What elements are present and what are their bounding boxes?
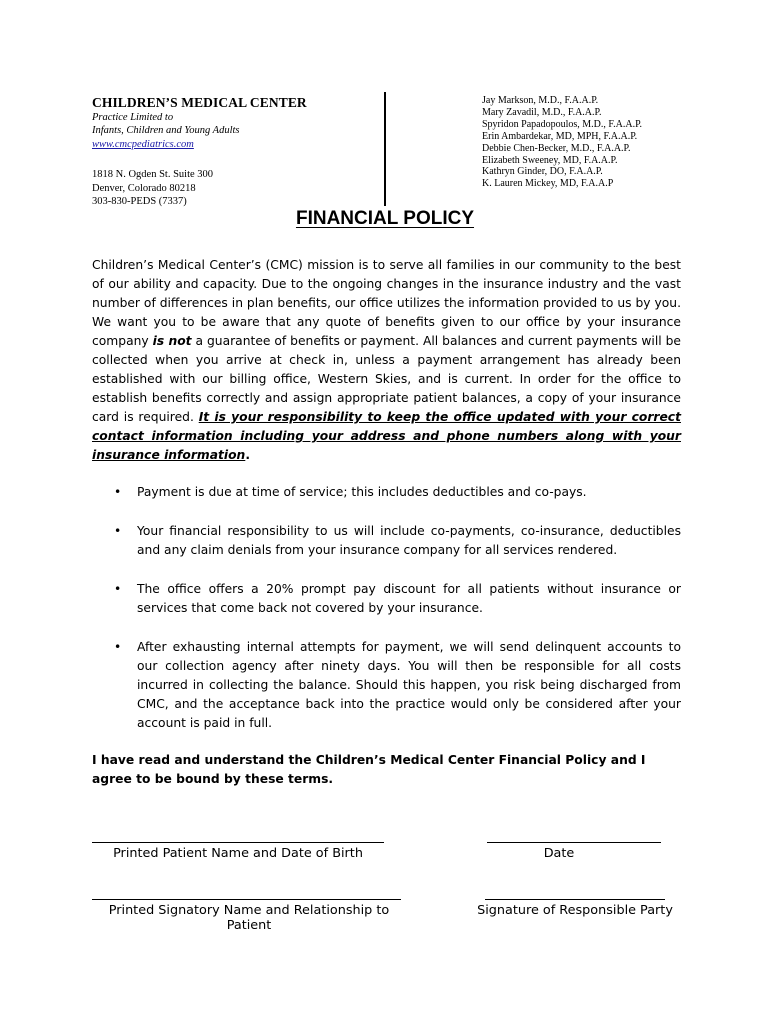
bullet-icon: •	[114, 524, 122, 538]
patient-name-signature-line[interactable]	[92, 842, 384, 843]
website-link[interactable]: www.cmcpediatrics.com	[92, 138, 194, 150]
policy-intro-paragraph: Children’s Medical Center’s (CMC) mission is to serve all families in our community to the best of our ability and capacity. Due to the ongoing changes in the insurance industry and the vast number of differences in plan benefits, our office utilizes the information provided to us by you. We want you to be aware that any quote of benefits given to our office by your insurance company is not a guarantee of benefits or payment. All balances and current payments will be collected when you arrive at check in, unless a payment arrangement has already been established with our billing office, Western Skies, and is current. In order for the office to establish benefits correctly and assign appropriate patient balances, a copy of your insurance card is required. It is your responsibility to keep the office updated with your correct contact information including your address and phone numbers along with your insurance information.	[92, 258, 681, 462]
emphasis-is-not: is not	[152, 334, 192, 348]
physician-name: Spyridon Papadopoulos, M.D., F.A.A.P.	[482, 118, 643, 130]
practice-tagline-1: Practice Limited to	[92, 112, 174, 123]
bullet-text: After exhausting internal attempts for payment, we will send delinquent accounts to our collection agency after ninety days. You will then be responsible for all costs incurred in collecting the balance. Should this happen, you risk being discharged from CMC, and the acceptance back into the practice would only be considered after your account is paid in full.	[137, 640, 681, 730]
date-label: Date	[543, 846, 575, 861]
physician-name: Debbie Chen-Becker, M.D., F.A.A.P.	[482, 142, 631, 154]
responsible-party-label: Signature of Responsible Party	[477, 903, 673, 918]
bullet-icon: •	[114, 485, 122, 499]
bullet-icon: •	[114, 582, 122, 596]
date-signature-line[interactable]	[487, 842, 661, 843]
address-line-1: 1818 N. Ogden St. Suite 300	[92, 169, 214, 181]
bullet-text: Your financial responsibility to us will include co-payments, co-insurance, deductibles and any claim denials from your insurance company for all services rendered.	[137, 524, 681, 557]
letterhead-divider	[384, 92, 386, 206]
physician-list	[482, 95, 712, 190]
bullet-icon: •	[114, 640, 122, 654]
responsibility-statement: It is your responsibility to keep the office updated with your correct contact information including your address and phone numbers along with your insurance information	[92, 410, 681, 462]
physician-name: Jay Markson, M.D., F.A.A.P.	[482, 95, 599, 106]
bullet-text: The office offers a 20% prompt pay discount for all patients without insurance or services that come back not covered by your insurance.	[137, 582, 681, 615]
responsible-party-signature-line[interactable]	[485, 899, 665, 900]
physician-name: K. Lauren Mickey, MD, F.A.A.P	[482, 178, 614, 190]
list-item	[92, 638, 681, 733]
physician-name: Elizabeth Sweeney, MD, F.A.A.P.	[482, 154, 618, 166]
list-item	[92, 580, 681, 618]
document-title: FINANCIAL POLICY	[295, 208, 475, 229]
policy-bullet-list	[92, 483, 681, 753]
physician-name: Kathryn Ginder, DO, F.A.A.P.	[482, 166, 603, 178]
address-block	[92, 168, 362, 208]
list-item	[92, 522, 681, 560]
phone-number: 303-830-PEDS (7337)	[92, 196, 187, 208]
agreement-statement: I have read and understand the Children’s Medical Center Financial Policy and I agree to be bound by these terms.	[92, 753, 646, 786]
letterhead-practice-info	[92, 94, 362, 208]
list-item	[92, 483, 681, 502]
bullet-text: Payment is due at time of service; this includes deductibles and co-pays.	[137, 485, 587, 499]
physician-name: Erin Ambardekar, MD, MPH, F.A.A.P.	[482, 130, 638, 142]
signatory-name-label: Printed Signatory Name and Relationship to Patient	[108, 903, 390, 933]
address-line-2: Denver, Colorado 80218	[92, 182, 196, 194]
patient-name-label: Printed Patient Name and Date of Birth	[113, 846, 363, 861]
practice-tagline-2: Infants, Children and Young Adults	[92, 125, 240, 137]
practice-name: CHILDREN’S MEDICAL CENTER	[92, 95, 307, 110]
physician-name: Mary Zavadil, M.D., F.A.A.P.	[482, 106, 602, 118]
signatory-name-signature-line[interactable]	[92, 899, 401, 900]
